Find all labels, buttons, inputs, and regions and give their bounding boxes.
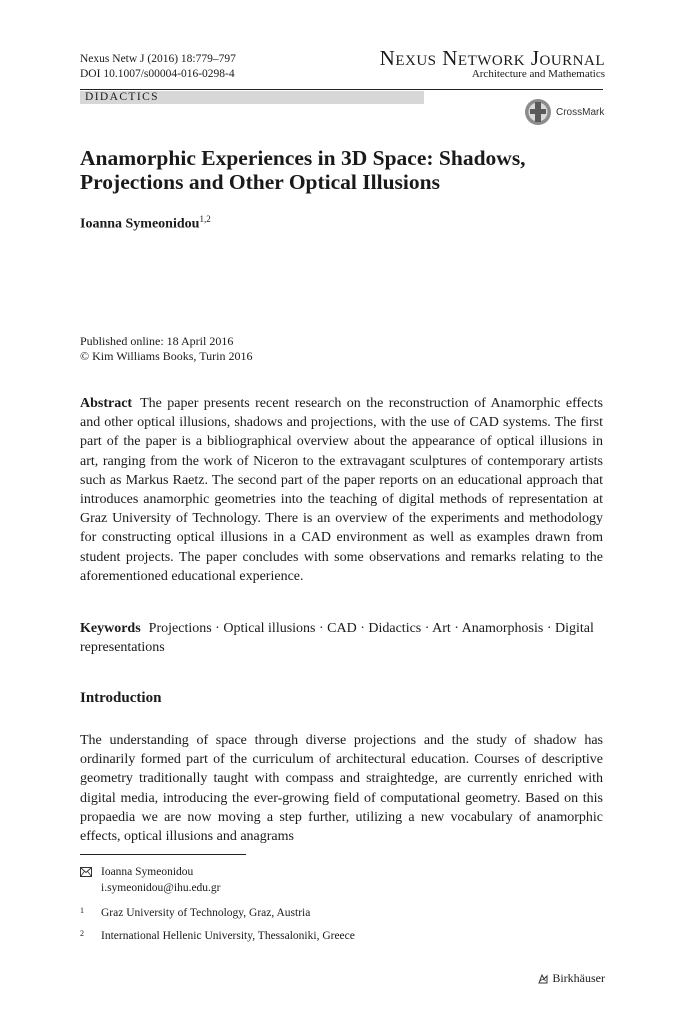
crossmark-icon[interactable] [524, 98, 552, 126]
affiliation-2: International Hellenic University, Thessaloniki, Greece [101, 930, 355, 942]
affiliation-number-2: 2 [80, 929, 84, 938]
introduction-heading: Introduction [80, 690, 162, 706]
correspondence-email[interactable]: i.symeonidou@ihu.edu.gr [101, 882, 221, 894]
correspondence [101, 864, 221, 896]
journal-citation-block [80, 52, 236, 82]
journal-citation: Nexus Netw J (2016) 18:779–797 [80, 53, 236, 65]
published-date: Published online: 18 April 2016 [80, 334, 234, 348]
abstract [80, 394, 603, 586]
header-rule [80, 89, 603, 90]
journal-name: Nexus Network Journal [379, 46, 605, 70]
birkhauser-logo-icon [537, 973, 549, 985]
envelope-icon [80, 867, 92, 877]
publication-info [80, 334, 252, 364]
abstract-text: The paper presents recent research on the reconstruction of Anamorphic effects and other optical illusions, shadows and projections, with the use of CAD systems. The first part of the paper is a bibliographical overview about the appearance of optical illusions in art, ranging from the work of Niceron to the extravagant sculptures of contemporary artists such as Markus Raetz. The second part of the paper reports on an educational approach that introduces anamorphic geometries into the teaching of digital methods of representation at Graz University of Technology. There is an overview of the experiments and methodology for constructing optical illusions in a CAD environment as well as examples drawn from student projects. The paper concludes with some observations and remarks relating to the aforementioned educational experience. [80, 396, 603, 584]
crossmark-label[interactable]: CrossMark [556, 107, 605, 118]
introduction-text: The understanding of space through diverse projections and the study of shadow has ordinarily formed part of the curriculum of architectural education. Courses of descriptive geometry traditionally taught with compass and straightedge, are currently enriched with digital media, introducing the ever-growing field of computational geometry. Based on this propaedia we are now moving a step further, utilizing a new vocabulary of anamorphic effects, optical illusions and anagrams [80, 733, 603, 845]
author [80, 214, 211, 233]
keywords-text: Projections · Optical illusions · CAD · Didactics · Art · Anamorphosis · Digital representations [80, 621, 594, 656]
affiliation-number-1: 1 [80, 906, 84, 915]
title-line-2: Projections and Other Optical Illusions [80, 170, 440, 194]
journal-subtitle: Architecture and Mathematics [471, 68, 605, 80]
keywords [80, 619, 603, 657]
copyright: © Kim Williams Books, Turin 2016 [80, 349, 253, 363]
correspondence-name: Ioanna Symeonidou [101, 866, 194, 878]
author-name: Ioanna Symeonidou [80, 216, 200, 232]
affiliation-1: Graz University of Technology, Graz, Austria [101, 907, 311, 919]
keywords-label: Keywords [80, 621, 141, 636]
publisher-name: Birkhäuser [552, 971, 605, 985]
doi: DOI 10.1007/s00004-016-0298-4 [80, 68, 235, 80]
title-line-1: Anamorphic Experiences in 3D Space: Shadows, [80, 146, 526, 170]
author-affiliation-marks: 1,2 [199, 214, 211, 224]
section-label: DIDACTICS [85, 91, 159, 103]
footnote-rule [80, 854, 246, 855]
abstract-label: Abstract [80, 396, 133, 411]
article-title [80, 146, 600, 194]
